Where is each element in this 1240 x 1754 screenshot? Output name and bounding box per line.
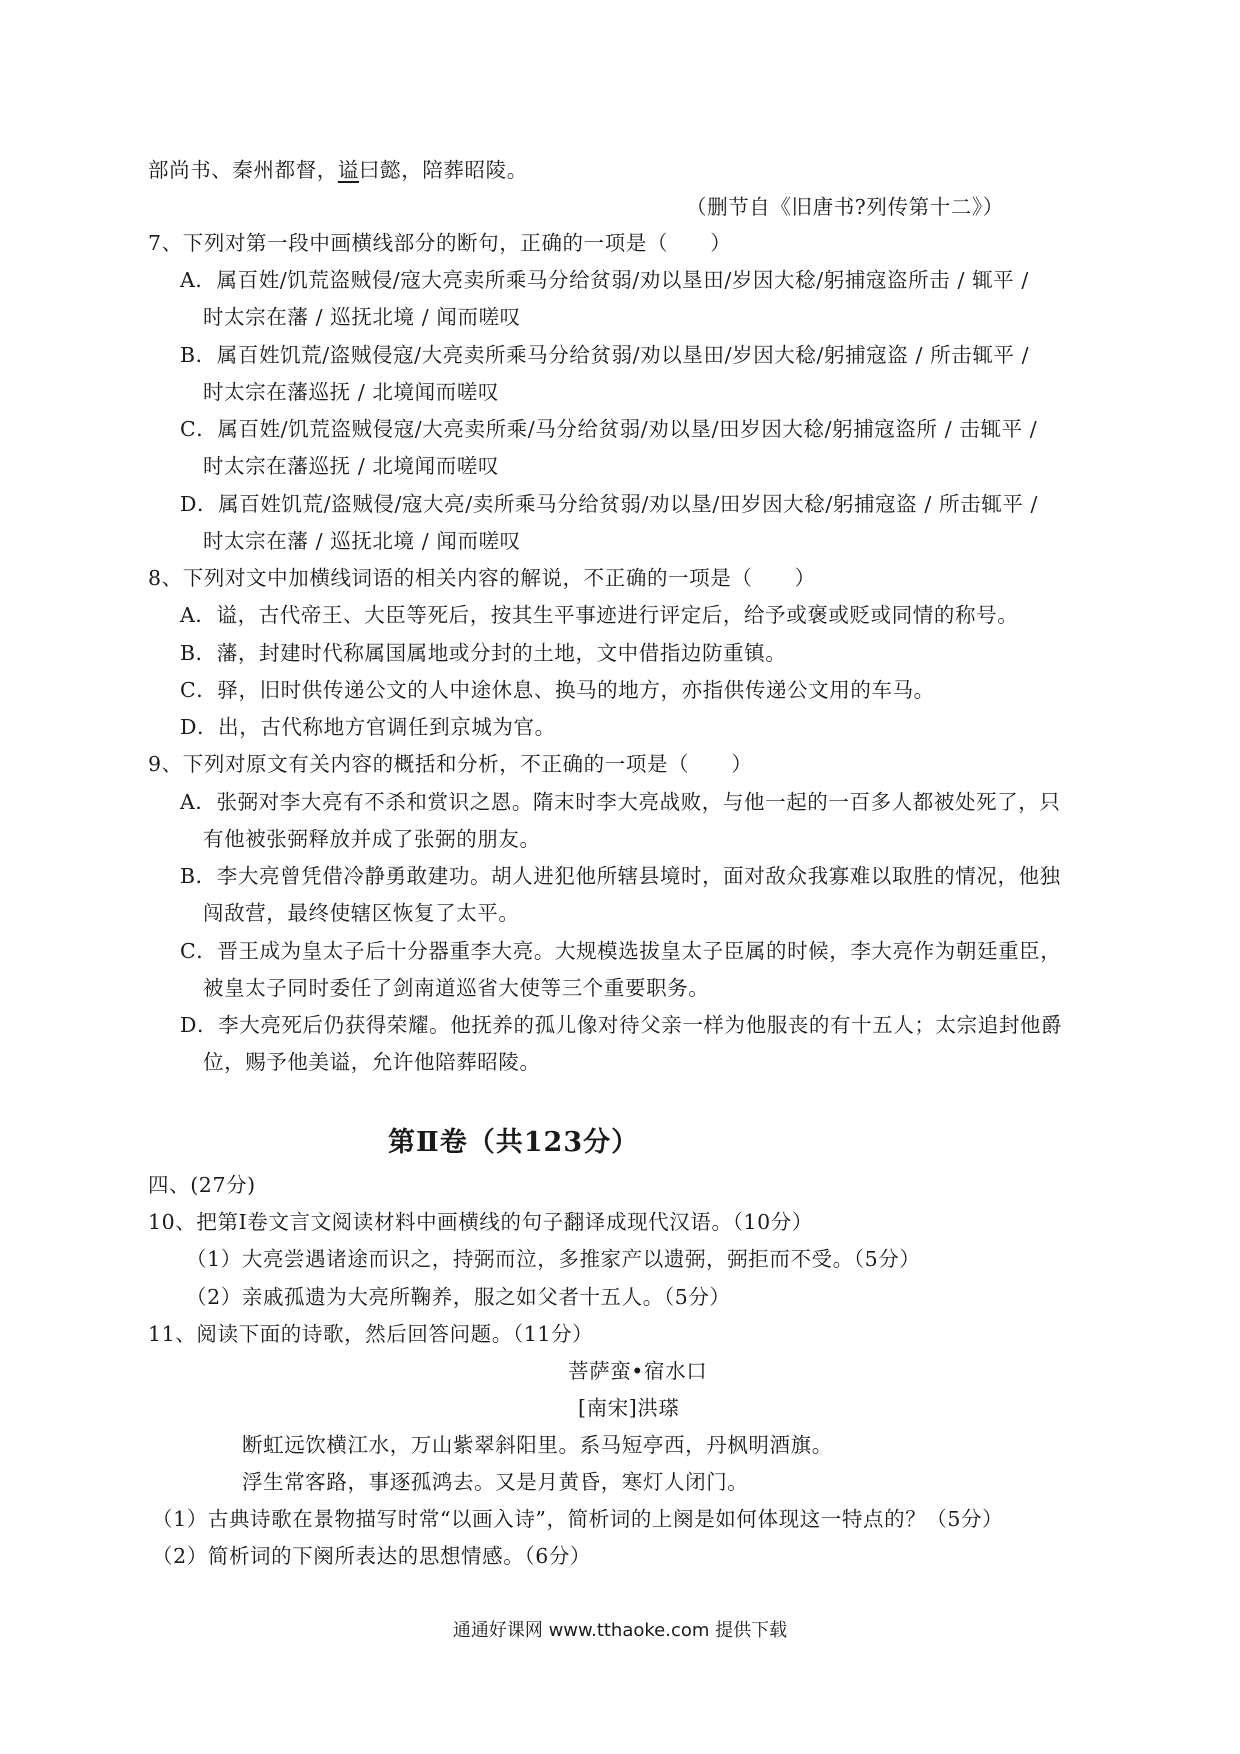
poem-title: 菩萨蛮•宿水口 <box>568 1359 708 1383</box>
page-footer-watermark: 通通好课网 www.tthaoke.com 提供下载 <box>452 1620 788 1641</box>
q9-option-b-line1: B．李大亮曾凭借冷静勇敢建功。胡人进犯他所辖县境时，面对敌众我寡难以取胜的情况，他独 <box>180 864 1061 888</box>
q8-option-b: B．藩，封建时代称属国属地或分封的土地，文中借指边防重镇。 <box>180 641 787 665</box>
poem-line-1: 断虹远饮横江水，万山紫翠斜阳里。系马短亭西，丹枫明酒旗。 <box>242 1433 833 1457</box>
passage-end-post: 曰懿，陪葬昭陵。 <box>359 158 528 182</box>
q9-option-c-line2: 被皇太子同时委任了剑南道巡省大使等三个重要职务。 <box>203 976 710 1000</box>
q7-option-c-line1: C．属百姓/饥荒盗贼侵寇/大亮卖所乘/马分给贫弱/劝以垦/田岁因大稔/躬捕寇盗所 / 击辄平 / <box>180 417 1038 441</box>
part2-title: 第Ⅱ卷（共123分） <box>388 1127 640 1158</box>
underlined-word-shi: 谥 <box>337 158 360 182</box>
q10-sentence-2: （2）亲戚孤遗为大亮所鞠养，服之如父者十五人。（5分） <box>186 1285 731 1309</box>
q9-option-d-line1: D．李大亮死后仍获得荣耀。他抚养的孤儿像对待父亲一样为他服丧的有十五人；太宗追封他爵 <box>180 1013 1063 1037</box>
q8-option-c: C．驿，旧时供传递公文的人中途休息、换马的地方，亦指供传递公文用的车马。 <box>180 678 935 702</box>
section-4-heading: 四、(27分) <box>148 1173 256 1197</box>
q7-option-b-line1: B．属百姓饥荒/盗贼侵寇/大亮卖所乘马分给贫弱/劝以垦田/岁因大稔/躬捕寇盗 / 所击辄平 / <box>180 343 1030 367</box>
passage-end-line <box>148 155 528 185</box>
q11-subquestion-2: （2）简析词的下阕所表达的思想情感。（6分） <box>152 1544 592 1568</box>
q9-option-a-line2: 有他被张弼释放并成了张弼的朋友。 <box>203 827 541 851</box>
q10-stem: 10、把第Ⅰ卷文言文阅读材料中画横线的句子翻译成现代汉语。（10分） <box>148 1210 813 1234</box>
passage-source: （删节自《旧唐书?列传第十二》） <box>686 195 1004 219</box>
q11-subquestion-1: （1）古典诗歌在景物描写时常“以画入诗”，简析词的上阕是如何体现这一特点的？（5分） <box>152 1507 1004 1531</box>
q8-stem: 8、下列对文中加横线词语的相关内容的解说，不正确的一项是（ ） <box>148 566 816 590</box>
passage-end-pre: 部尚书、秦州都督， <box>148 158 338 182</box>
q8-option-a: A．谥，古代帝王、大臣等死后，按其生平事迹进行评定后，给予或褒或贬或同情的称号。 <box>180 603 1019 627</box>
q7-option-b-line2: 时太宗在藩巡抚 / 北境闻而嗟叹 <box>203 380 500 404</box>
poem-author: [南宋]洪瑹 <box>578 1396 680 1420</box>
q8-option-d: D．出，古代称地方官调任到京城为官。 <box>180 715 556 739</box>
poem-line-2: 浮生常客路，事逐孤鸿去。又是月黄昏，寒灯人闭门。 <box>242 1470 749 1494</box>
q9-option-d-line2: 位，赐予他美谥，允许他陪葬昭陵。 <box>203 1050 541 1074</box>
q11-stem: 11、阅读下面的诗歌，然后回答问题。（11分） <box>148 1322 594 1346</box>
q7-option-a-line2: 时太宗在藩 / 巡抚北境 / 闻而嗟叹 <box>203 305 521 329</box>
q9-stem: 9、下列对原文有关内容的概括和分析，不正确的一项是（ ） <box>148 752 753 776</box>
q7-option-c-line2: 时太宗在藩巡抚 / 北境闻而嗟叹 <box>203 454 500 478</box>
q7-option-d-line2: 时太宗在藩 / 巡抚北境 / 闻而嗟叹 <box>203 529 521 553</box>
q9-option-c-line1: C．晋王成为皇太子后十分器重李大亮。大规模选拔皇太子臣属的时候，李大亮作为朝廷重臣， <box>180 939 1062 963</box>
q7-option-a-line1: A．属百姓/饥荒盗贼侵/寇大亮卖所乘马分给贫弱/劝以垦田/岁因大稔/躬捕寇盗所击 / 辄平 / <box>180 268 1029 292</box>
q7-option-d-line1: D．属百姓饥荒/盗贼侵/寇大亮/卖所乘马分给贫弱/劝以垦/田岁因大稔/躬捕寇盗 / 所击辄平 / <box>180 492 1039 516</box>
q9-option-b-line2: 闯敌营，最终使辖区恢复了太平。 <box>203 901 520 925</box>
q9-option-a-line1: A．张弼对李大亮有不杀和赏识之恩。隋末时李大亮战败，与他一起的一百多人都被处死了，只 <box>180 790 1061 814</box>
q7-stem: 7、下列对第一段中画横线部分的断句，正确的一项是（ ） <box>148 231 732 255</box>
q10-sentence-1: （1）大亮尝遇诸途而识之，持弼而泣，多推家产以遗弼，弼拒而不受。（5分） <box>186 1247 921 1271</box>
